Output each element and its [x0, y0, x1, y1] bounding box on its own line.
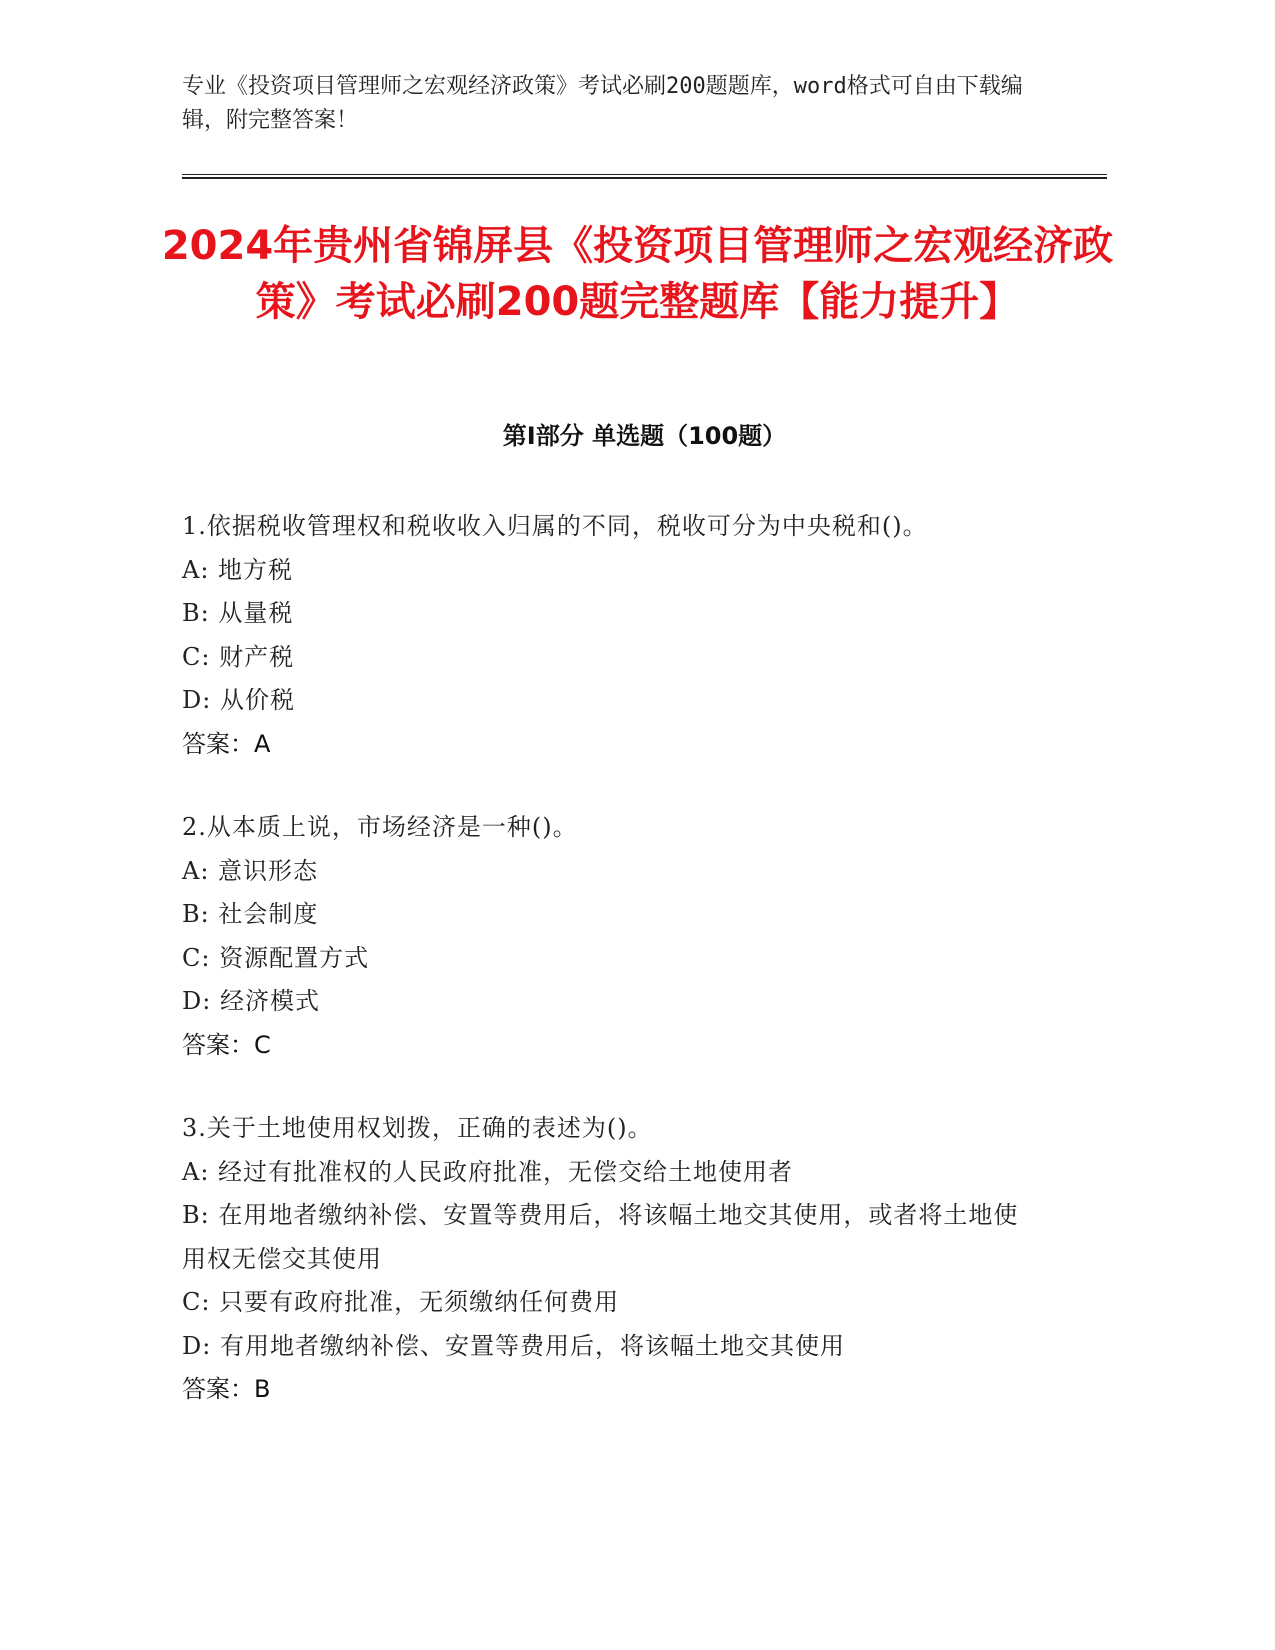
question-1 [182, 505, 1042, 766]
answer: 答案：B [182, 1375, 271, 1403]
option-d: D: 经济模式 [182, 987, 320, 1015]
option-c: C: 只要有政府批准，无须缴纳任何费用 [182, 1288, 620, 1316]
question-stem: 2.从本质上说，市场经济是一种()。 [182, 813, 578, 841]
header-note: 专业《投资项目管理师之宏观经济政策》考试必刷200题题库，word格式可自由下载编辑，附完整答案！ [182, 74, 1023, 133]
question-list [182, 505, 1042, 1452]
document-title: 2024年贵州省锦屏县《投资项目管理师之宏观经济政策》考试必刷200题完整题库【能力提升】 [161, 223, 1114, 325]
option-b: B: 从量税 [182, 599, 294, 627]
option-c: C: 财产税 [182, 642, 295, 671]
option-b: B: 社会制度 [182, 900, 319, 928]
question-3 [182, 1107, 1042, 1412]
option-a: A: 意识形态 [182, 856, 319, 885]
header-divider [182, 174, 1107, 179]
option-d: D: 有用地者缴纳补偿、安置等费用后，将该幅土地交其使用 [182, 1331, 845, 1360]
question-stem: 3.关于土地使用权划拨，正确的表述为()。 [182, 1114, 653, 1142]
option-a: A: 地方税 [182, 555, 294, 584]
section-heading: 第I部分 单选题（100题） [502, 422, 787, 450]
option-d: D: 从价税 [182, 686, 295, 714]
option-b: B: 在用地者缴纳补偿、安置等费用后，将该幅土地交其使用，或者将土地使用权无偿交其使用 [182, 1201, 1019, 1273]
option-c: C: 资源配置方式 [182, 943, 370, 972]
answer: 答案：C [182, 1030, 271, 1059]
question-2 [182, 806, 1042, 1067]
question-stem: 1.依据税收管理权和税收收入归属的不同，税收可分为中央税和()。 [182, 512, 928, 540]
option-a: A: 经过有批准权的人民政府批准，无偿交给土地使用者 [182, 1157, 794, 1186]
answer: 答案：A [182, 729, 271, 758]
